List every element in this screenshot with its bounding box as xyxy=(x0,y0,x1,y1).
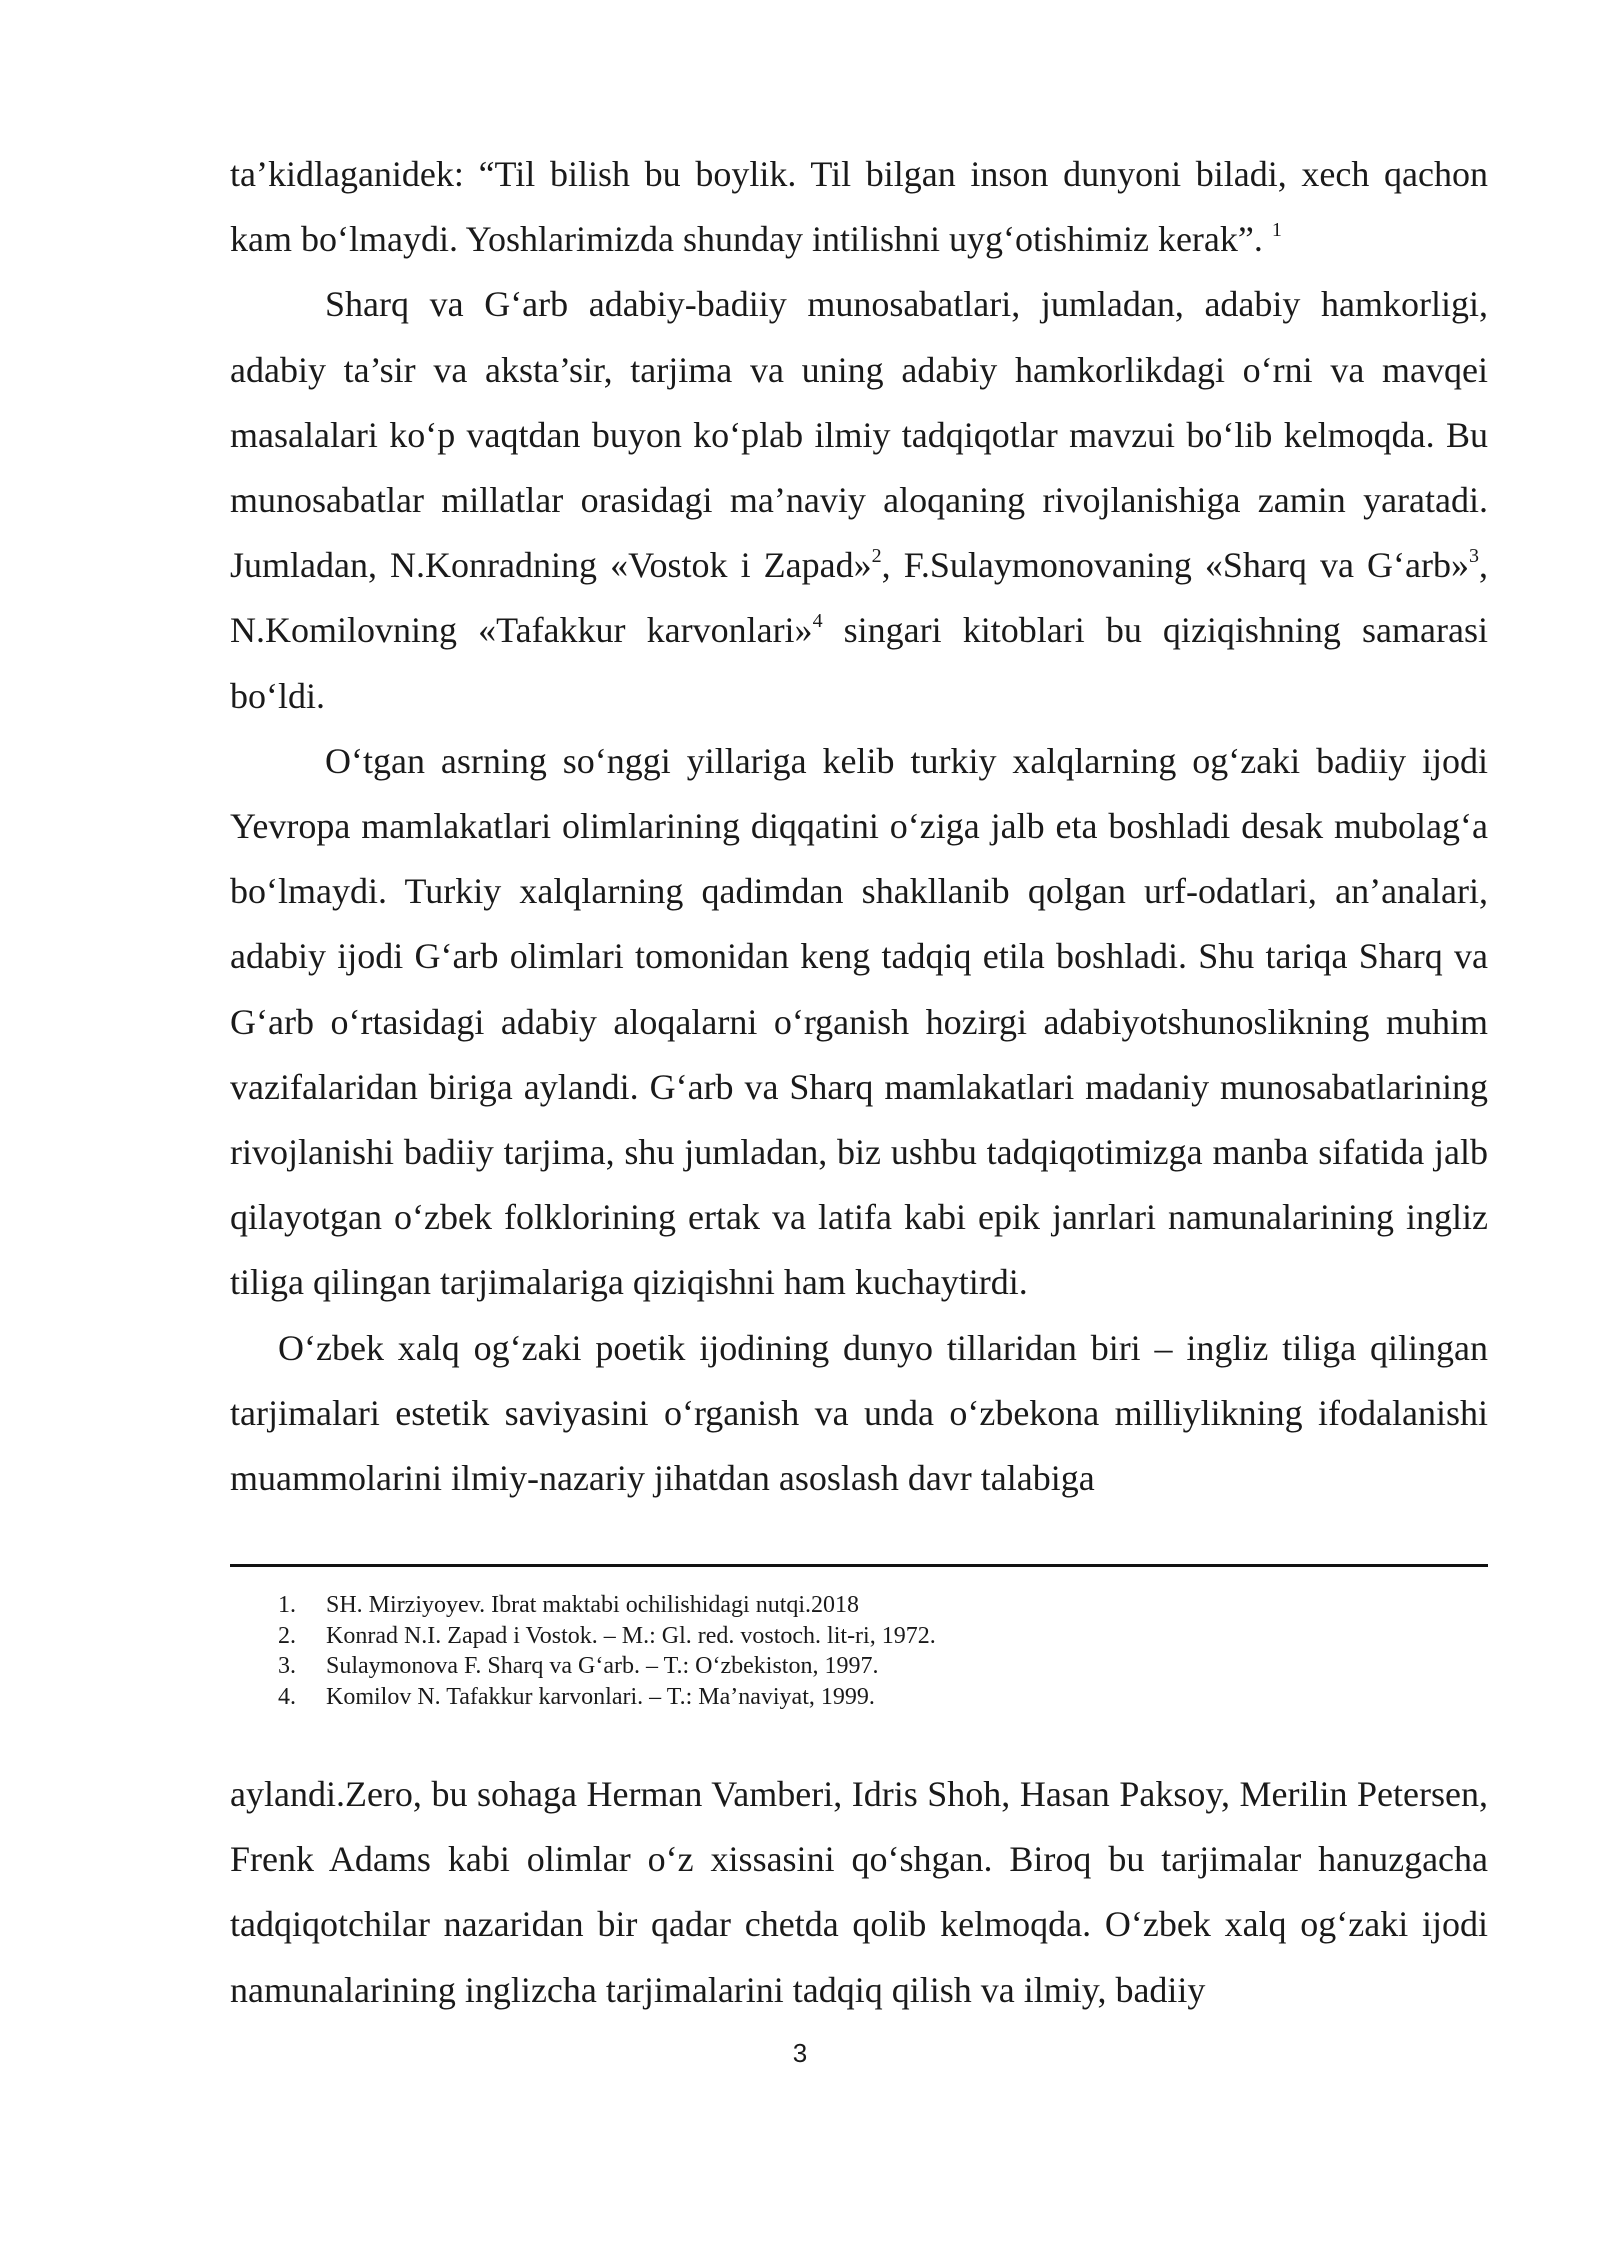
continuation-paragraph: aylandi.Zero, bu sohaga Herman Vamberi, Idris Shoh, Hasan Paksoy, Merilin Petersen, Frenk Adams kabi olimlar o‘z xissasini qo‘shgan. Biroq bu tarjimalar hanuzgacha tadqiqotchilar nazaridan bir qadar chetda qolib kelmoqda. O‘zbek xalq og‘zaki ijodi namunalarining inglizcha tarjimalarini tadqiq qilish va ilmiy, badiiy xyxy=(230,1774,1488,2010)
paragraph-2 xyxy=(230,272,1488,728)
paragraph-2-text-b: , F.Sulaymonovaning «Sharq va G‘arb» xyxy=(881,545,1469,586)
paragraph-1-text: ta’kidlaganidek: “Til bilish bu boylik. Til bilgan inson dunyoni biladi, xech qachon kam bo‘lmaydi. Yoshlarimizda shunday intilishni uyg‘otishimiz kerak”. xyxy=(230,154,1488,260)
footnote-ref-1[interactable]: 1 xyxy=(1271,219,1282,242)
footnote-ref-3[interactable]: 3 xyxy=(1469,545,1479,568)
footnote-item xyxy=(230,1651,1488,1682)
footnote-item xyxy=(230,1590,1488,1621)
paragraph-4: O‘zbek xalq og‘zaki poetik ijodining dunyo tillaridan biri – ingliz tiliga qilingan tarjimalari estetik saviyasini o‘rganish va unda o‘zbekona milliylikning ifodalanishi muammolarini ilmiy-nazariy jihatdan asoslash davr talabiga xyxy=(230,1327,1488,1499)
footnote-number: 2. xyxy=(278,1622,296,1649)
footnote-text: SH. Mirziyoyev. Ibrat maktabi ochilishidagi nutqi.2018 xyxy=(326,1592,860,1618)
footnote-text: Komilov N. Tafakkur karvonlari. – T.: Ma’naviyat, 1999. xyxy=(326,1683,875,1710)
footnote-number: 4. xyxy=(278,1683,296,1710)
paragraph-2-text-c: , N.Komilovning «Tafakkur karvonlari» xyxy=(230,545,1488,651)
footnote-separator xyxy=(230,1564,1488,1567)
footnote-item xyxy=(230,1621,1488,1652)
footnote-text: Konrad N.I. Zapad i Vostok. – M.: Gl. red. vostoch. lit-ri, 1972. xyxy=(326,1622,936,1649)
footnote-number: 3. xyxy=(278,1653,296,1679)
paragraph-3: O‘tgan asrning so‘nggi yillariga kelib turkiy xalqlarning og‘zaki badiiy ijodi Yevropa mamlakatlari olimlarining diqqatini o‘ziga jalb eta boshladi desak mubolag‘a bo‘lmaydi. Turkiy xalqlarning qadimdan shakllanib qolgan urf-odatlari, an’analari, adabiy ijodi G‘arb olimlari tomonidan keng tadqiq etila boshladi. Shu tariqa Sharq va G‘arb o‘rtasidagi adabiy aloqalarni o‘rganish hozirgi adabiyotshunoslikning muhim vazifalaridan biriga aylandi. G‘arb va Sharq mamlakatlari madaniy munosabatlarining rivojlanishi badiiy tarjima, shu jumladan, biz ushbu tadqiqotimizga manba sifatida jalb qilayotgan o‘zbek folklorining ertak va latifa kabi epik janrlari namunalarining ingliz tiliga qilingan tarjimalariga qiziqishni ham kuchaytirdi. xyxy=(230,740,1488,1303)
paragraph-2-text-d: singari kitoblari bu qiziqishning samarasi bo‘ldi. xyxy=(230,610,1488,716)
page-number: 3 xyxy=(792,2038,808,2068)
footnote-item xyxy=(230,1682,1488,1713)
footnote-number: 1. xyxy=(278,1592,296,1618)
footnotes-list xyxy=(230,1590,1488,1712)
footnote-ref-4[interactable]: 4 xyxy=(812,610,823,633)
main-text-block xyxy=(230,142,1488,1511)
footnote-text: Sulaymonova F. Sharq va G‘arb. – T.: O‘zbekiston, 1997. xyxy=(326,1653,879,1679)
continuation-text-block xyxy=(230,1762,1488,2023)
paragraph-1 xyxy=(230,142,1488,272)
footnote-ref-2[interactable]: 2 xyxy=(871,545,882,568)
paragraph-2-text-a: Sharq va G‘arb adabiy-badiiy munosabatlari, jumladan, adabiy hamkorligi, adabiy ta’sir va aksta’sir, tarjima va uning adabiy hamkorlikdagi o‘rni va mavqei masalalari ko‘p vaqtdan buyon ko‘plab ilmiy tadqiqotlar mavzui bo‘lib kelmoqda. Bu munosabatlar millatlar orasidagi ma’naviy aloqaning rivojlanishiga zamin yaratadi. Jumladan, N.Konradning «Vostok i Zapad» xyxy=(230,284,1488,586)
